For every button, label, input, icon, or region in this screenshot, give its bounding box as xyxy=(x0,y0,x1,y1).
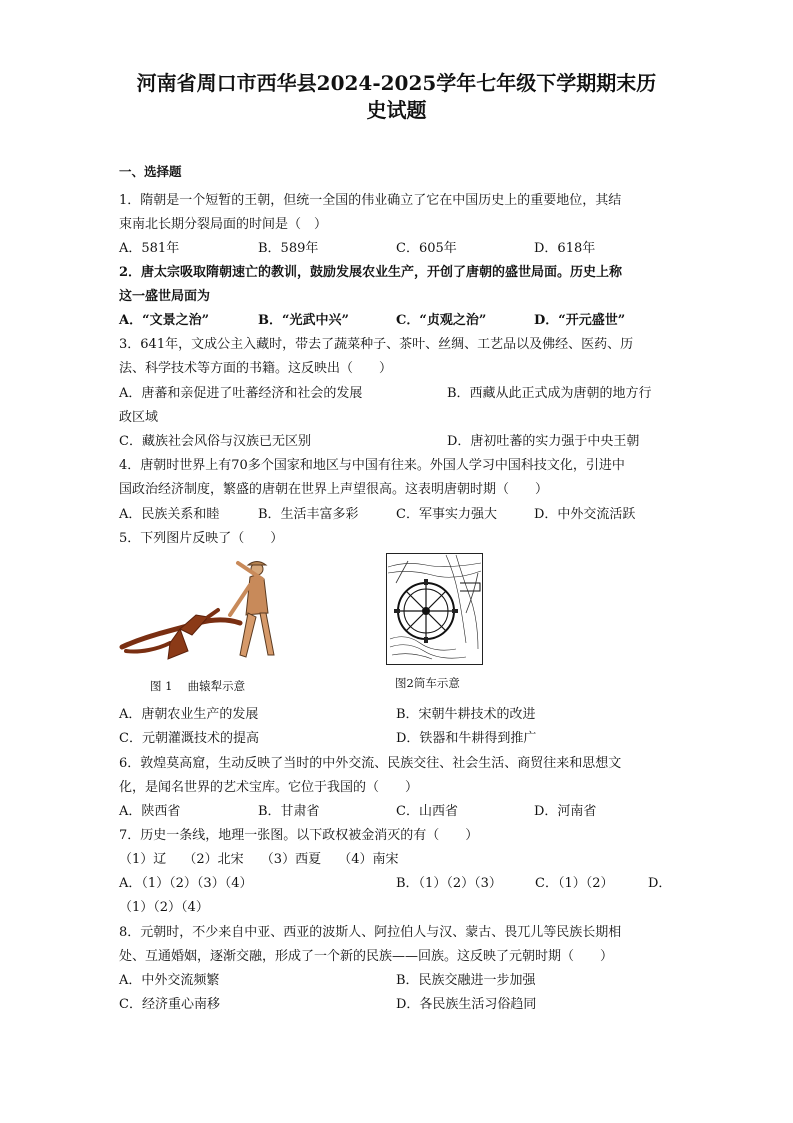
figure-2-caption: 图2筒车示意 xyxy=(395,676,460,690)
q7-option-c: C．（1）（2） xyxy=(535,876,614,891)
q3-option-c: C．藏族社会风俗与汉族已无区别 xyxy=(119,434,311,449)
q8-text-2: 处、互通婚姻，逐渐交融，形成了一个新的民族——回族。这反映了元朝时期（ ） xyxy=(119,949,614,964)
q7-text-2: （1）辽 （2）北宋 （3）西夏 （4）南宋 xyxy=(119,852,399,867)
q1-option-c: C．605年 xyxy=(396,241,457,256)
q3-text-1: 3．641年，文成公主入藏时，带去了蔬菜种子、茶叶、丝绸、工艺品以及佛经、医药、历 xyxy=(119,337,634,352)
q4-text-2: 国政治经济制度，繁盛的唐朝在世界上声望很高。这表明唐朝时期（ ） xyxy=(119,482,549,497)
q5-option-d: D．铁器和牛耕得到推广 xyxy=(396,731,537,746)
q8-option-a: A．中外交流频繁 xyxy=(119,973,220,988)
q7-text-1: 7．历史一条线，地理一张图。以下政权被金消灭的有（ ） xyxy=(119,828,479,843)
q2-text-1: 2．唐太宗吸取隋朝速亡的教训，鼓励发展农业生产，开创了唐朝的盛世局面。历史上称 xyxy=(119,265,623,280)
q7-option-d-cont: （1）（2）（4） xyxy=(119,900,209,915)
q7-option-b: B．（1）（2）（3） xyxy=(396,876,502,891)
q2-option-d: D．“开元盛世” xyxy=(534,313,626,328)
q1-text-1: 1．隋朝是一个短暂的王朝，但统一全国的伟业确立了它在中国历史上的重要地位，其结 xyxy=(119,193,622,208)
q8-option-c: C．经济重心南移 xyxy=(119,997,220,1012)
water-wheel-illustration xyxy=(386,553,483,665)
q3-option-d: D．唐初吐蕃的实力强于中央王朝 xyxy=(447,434,640,449)
q2-option-b: B．“光武中兴” xyxy=(258,313,349,328)
q1-option-d: D．618年 xyxy=(534,241,596,256)
q4-option-c: C．军事实力强大 xyxy=(396,507,497,522)
q6-text-1: 6．敦煌莫高窟，生动反映了当时的中外交流、民族交往、社会生活、商贸往来和思想文 xyxy=(119,756,622,771)
q5-option-b: B．宋朝牛耕技术的改进 xyxy=(396,707,536,722)
q6-option-a: A．陕西省 xyxy=(119,804,181,819)
page-title xyxy=(60,70,733,124)
curved-plow-illustration xyxy=(118,555,283,670)
q5-text-1: 5．下列图片反映了（ ） xyxy=(119,531,284,546)
q4-option-a: A．民族关系和睦 xyxy=(119,507,220,522)
q8-option-b: B．民族交融进一步加强 xyxy=(396,973,536,988)
q6-option-d: D．河南省 xyxy=(534,804,597,819)
q8-text-1: 8．元朝时，不少来自中亚、西亚的波斯人、阿拉伯人与汉、蒙古、畏兀儿等民族长期相 xyxy=(119,925,622,940)
q2-text-2: 这一盛世局面为 xyxy=(119,289,211,304)
q5-option-a: A．唐朝农业生产的发展 xyxy=(119,707,259,722)
q1-option-b: B．589年 xyxy=(258,241,319,256)
q1-text-2: 束南北长期分裂局面的时间是（ ） xyxy=(119,217,328,232)
q5-option-c: C．元朝灌溉技术的提高 xyxy=(119,731,259,746)
q7-option-a: A．（1）（2）（3）（4） xyxy=(119,876,253,891)
q3-option-b: B．西藏从此正式成为唐朝的地方行 xyxy=(447,386,652,401)
q6-option-c: C．山西省 xyxy=(396,804,458,819)
q3-text-2: 法、科学技术等方面的书籍。这反映出（ ） xyxy=(119,361,393,376)
q3-option-b-cont: 政区域 xyxy=(119,410,159,425)
q8-option-d: D．各民族生活习俗趋同 xyxy=(396,997,537,1012)
title-line-1: 河南省周口市西华县2024-2025学年七年级下学期期末历 xyxy=(136,71,657,95)
q4-option-b: B．生活丰富多彩 xyxy=(258,507,359,522)
q7-option-d: D． xyxy=(648,876,672,891)
q4-option-d: D．中外交流活跃 xyxy=(534,507,636,522)
q6-text-2: 化，是闻名世界的艺术宝库。它位于我国的（ ） xyxy=(119,780,419,795)
figure-1-caption: 图 1 曲辕犁示意 xyxy=(150,679,246,693)
q1-option-a: A．581年 xyxy=(119,241,180,256)
q2-option-a: A．“文景之治” xyxy=(119,313,210,328)
section-heading: 一、选择题 xyxy=(119,164,182,179)
q6-option-b: B．甘肃省 xyxy=(258,804,320,819)
q2-option-c: C．“贞观之治” xyxy=(396,313,487,328)
q3-option-a: A．唐蕃和亲促进了吐蕃经济和社会的发展 xyxy=(119,386,363,401)
title-line-2: 史试题 xyxy=(366,98,427,122)
q4-text-1: 4．唐朝时世界上有70多个国家和地区与中国有往来。外国人学习中国科技文化，引进中 xyxy=(119,458,625,473)
